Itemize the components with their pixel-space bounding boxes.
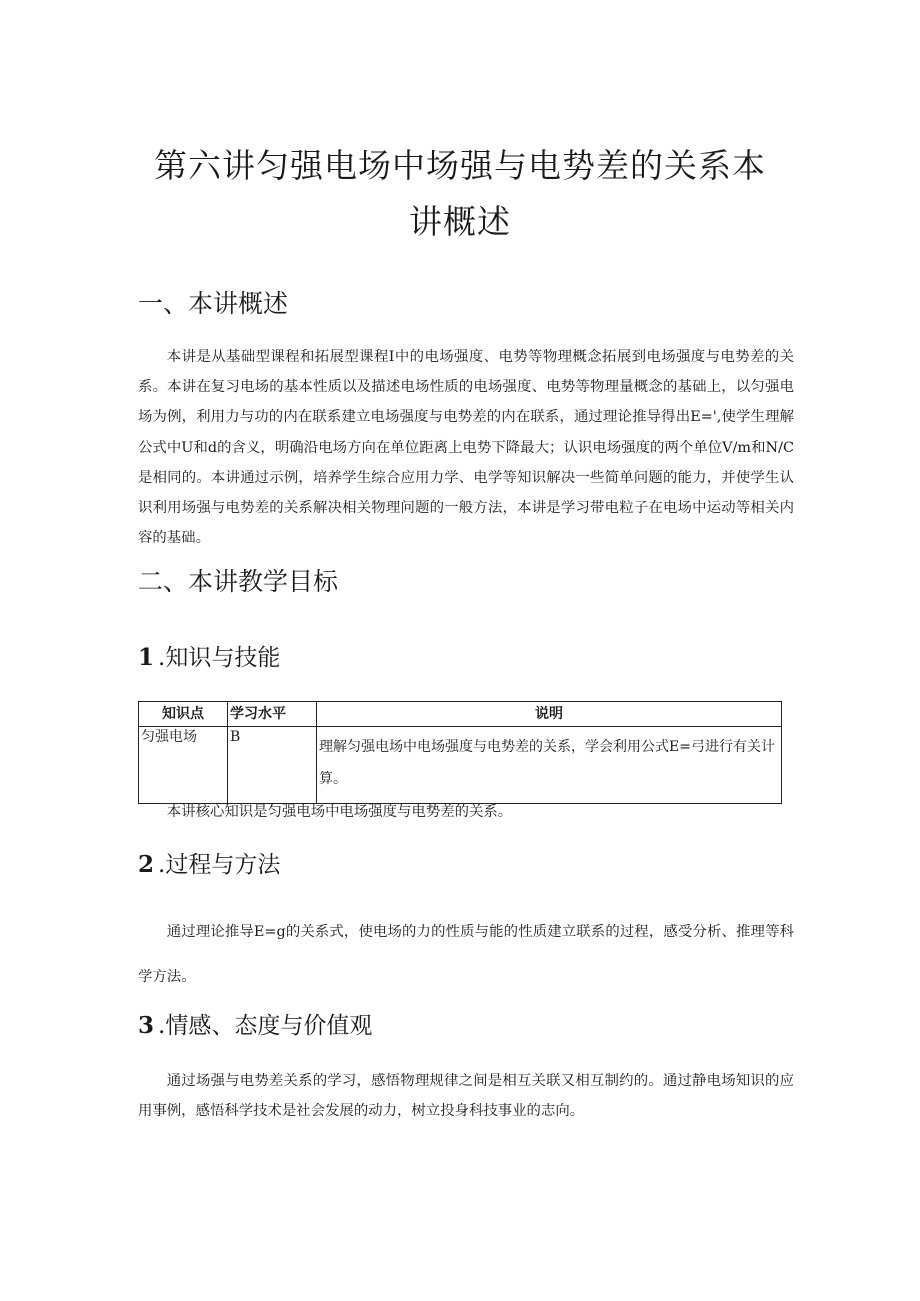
section-1-paragraph: 本讲是从基础型课程和拓展型课程Ⅰ中的电场强度、电势等物理概念拓展到电场强度与电势差的关系。本讲在复习电场的基本性质以及描述电场性质的电场强度、电势等物理量概念的基础上，以匀强电场为例，利用力与功的内在联系建立电场强度与电势差的内在联系，通过理论推导得出E=',使学生理解公式中U和d的含义，明确沿电场方向在单位距离上电势下降最大；认识电场强度的两个单位V/m和N/C是相同的。本讲通过示例，培养学生综合应用力学、电学等知识解决一些简单问题的能力，并使学生认识利用场强与电势差的关系解决相关物理问题的一般方法，本讲是学习带电粒子在电场中运动等相关内容的基础。 xyxy=(138,349,794,547)
table-header-knowledge-point: 知识点 xyxy=(139,702,228,727)
table-row xyxy=(139,727,782,804)
subsection-3-paragraph: 通过场强与电势差关系的学习，感悟物理规律之间是相互关联又相互制约的。通过静电场知识的应用事例，感悟科学技术是社会发展的动力，树立投身科技事业的志向。 xyxy=(138,1073,794,1120)
subsection-2-heading xyxy=(138,850,280,880)
table-cell-knowledge-point: 匀强电场 xyxy=(139,727,228,804)
table-header-learning-level: 学习水平 xyxy=(228,702,317,727)
subsection-1-number: 1 xyxy=(138,644,155,671)
subsection-3-number: 3 xyxy=(138,1012,155,1039)
table-header-row xyxy=(139,702,782,727)
subsection-2-title: .过程与方法 xyxy=(158,852,281,878)
subsection-3-heading xyxy=(138,1011,372,1041)
knowledge-table xyxy=(138,701,782,804)
table-note: 本讲核心知识是匀强电场中电场强度与电势差的关系。 xyxy=(166,804,513,820)
subsection-2-number: 2 xyxy=(138,851,155,878)
subsection-1-heading xyxy=(138,643,280,673)
document-title xyxy=(120,138,800,250)
table-cell-learning-level: B xyxy=(228,727,317,804)
section-2-heading: 二、本讲教学目标 xyxy=(138,567,339,596)
subsection-1-title: .知识与技能 xyxy=(158,645,281,671)
subsection-3-title: .情感、态度与价值观 xyxy=(158,1013,373,1039)
table-cell-description: 理解匀强电场中电场强度与电势差的关系，学会利用公式E=弓进行有关计算。 xyxy=(317,727,782,804)
table-header-description: 说明 xyxy=(317,702,782,727)
title-line-2: 讲概述 xyxy=(409,202,511,241)
section-1-heading: 一、本讲概述 xyxy=(138,289,289,318)
subsection-2-paragraph: 通过理论推导E=g的关系式，使电场的力的性质与能的性质建立联系的过程，感受分析、推理等科学方法。 xyxy=(138,924,794,985)
title-line-1: 第六讲匀强电场中场强与电势差的关系本 xyxy=(154,146,766,185)
